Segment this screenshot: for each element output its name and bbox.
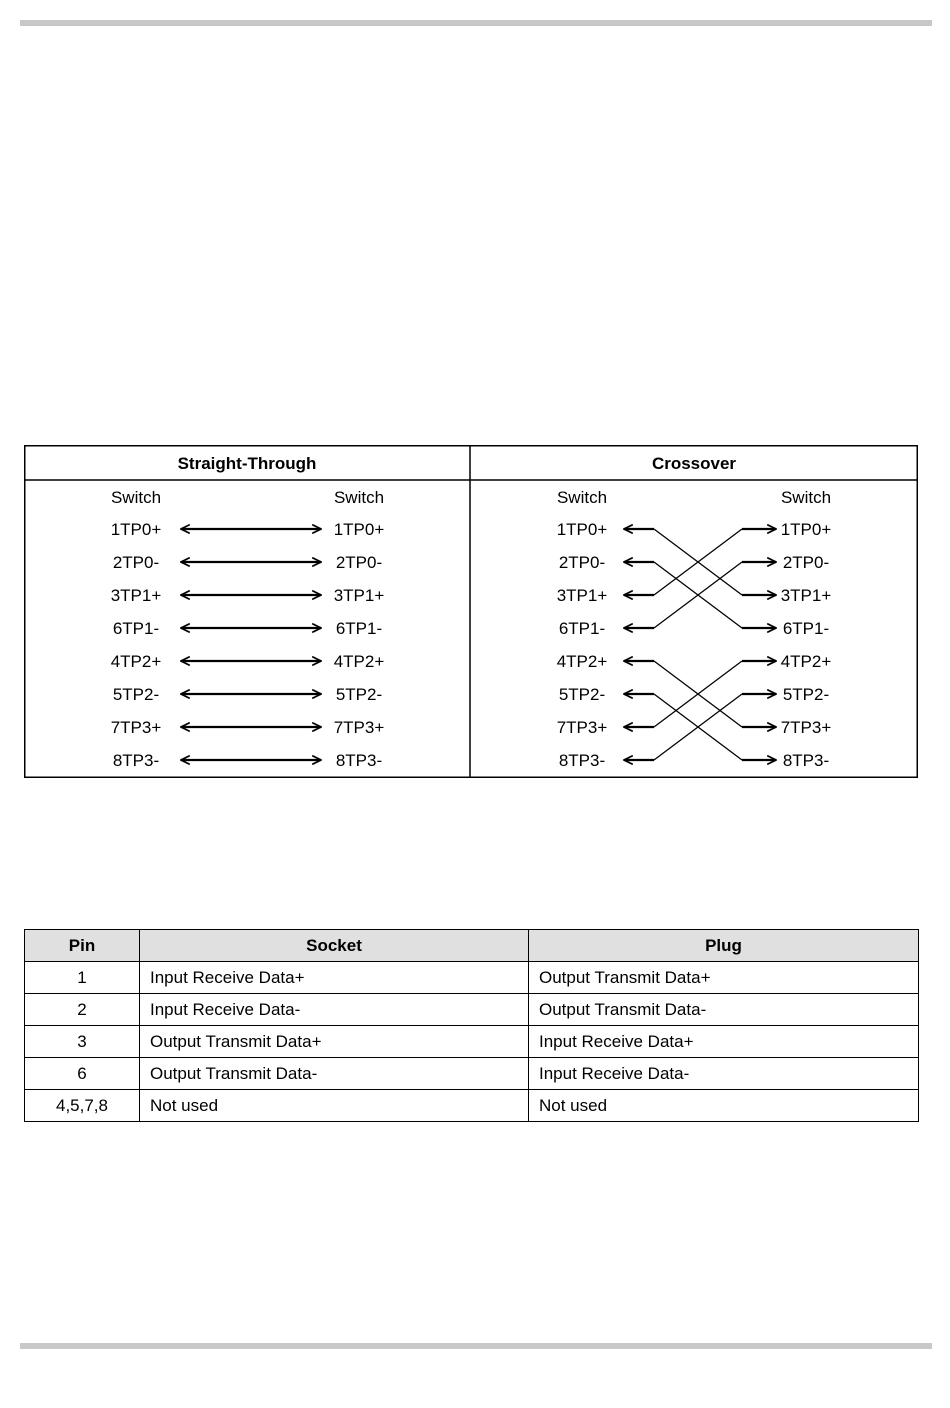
table-row — [25, 962, 919, 994]
socket-cell: Input Receive Data+ — [140, 962, 529, 994]
crossover-right-pin-label: 2TP0- — [782, 553, 830, 572]
plug-cell: Input Receive Data+ — [529, 1026, 919, 1058]
socket-cell: Output Transmit Data+ — [140, 1026, 529, 1058]
wiring-diagram — [24, 445, 918, 778]
straight-right-pin-label: 3TP1+ — [333, 586, 385, 605]
pin-cell: 2 — [25, 994, 140, 1026]
straight-left-pin-label: 1TP0+ — [110, 520, 162, 539]
straight-left-header: Switch — [110, 488, 162, 507]
table-header-row — [25, 930, 919, 962]
straight-left-pin-label: 7TP3+ — [110, 718, 162, 737]
header-plug: Plug — [529, 930, 919, 962]
straight-left-pin-label: 5TP2- — [112, 685, 160, 704]
crossover-right-header: Switch — [780, 488, 832, 507]
plug-cell: Output Transmit Data- — [529, 994, 919, 1026]
crossover-left-header: Switch — [556, 488, 608, 507]
crossover-right-pin-label: 7TP3+ — [780, 718, 832, 737]
pin-assignment-table — [24, 929, 919, 1122]
straight-right-pin-label: 4TP2+ — [333, 652, 385, 671]
straight-right-pin-label: 2TP0- — [335, 553, 383, 572]
straight-right-pin-label: 7TP3+ — [333, 718, 385, 737]
crossover-right-pin-label: 6TP1- — [782, 619, 830, 638]
crossover-left-pin-label: 4TP2+ — [556, 652, 608, 671]
crossover-left-pin-label: 6TP1- — [558, 619, 606, 638]
straight-left-pin-label: 6TP1- — [112, 619, 160, 638]
top-rule — [20, 20, 932, 26]
table-row — [25, 1090, 919, 1122]
crossover-left-pin-label: 1TP0+ — [556, 520, 608, 539]
crossover-left-pin-label: 3TP1+ — [556, 586, 608, 605]
crossover-right-pin-label: 5TP2- — [782, 685, 830, 704]
plug-cell: Input Receive Data- — [529, 1058, 919, 1090]
straight-right-pin-label: 1TP0+ — [333, 520, 385, 539]
straight-left-pin-label: 2TP0- — [112, 553, 160, 572]
straight-right-pin-label: 8TP3- — [335, 751, 383, 770]
pin-cell: 4,5,7,8 — [25, 1090, 140, 1122]
crossover-right-pin-label: 1TP0+ — [780, 520, 832, 539]
socket-cell: Not used — [140, 1090, 529, 1122]
pin-cell: 3 — [25, 1026, 140, 1058]
crossover-title: Crossover — [651, 454, 737, 473]
table-row — [25, 1026, 919, 1058]
crossover-right-pin-label: 8TP3- — [782, 751, 830, 770]
crossover-left-pin-label: 8TP3- — [558, 751, 606, 770]
straight-right-pin-label: 6TP1- — [335, 619, 383, 638]
straight-right-pin-label: 5TP2- — [335, 685, 383, 704]
pin-cell: 1 — [25, 962, 140, 994]
crossover-left-pin-label: 5TP2- — [558, 685, 606, 704]
socket-cell: Output Transmit Data- — [140, 1058, 529, 1090]
table-row — [25, 994, 919, 1026]
straight-through-title: Straight-Through — [177, 454, 317, 473]
plug-cell: Output Transmit Data+ — [529, 962, 919, 994]
straight-left-pin-label: 4TP2+ — [110, 652, 162, 671]
socket-cell: Input Receive Data- — [140, 994, 529, 1026]
pin-cell: 6 — [25, 1058, 140, 1090]
straight-left-pin-label: 3TP1+ — [110, 586, 162, 605]
header-socket: Socket — [140, 930, 529, 962]
crossover-left-pin-label: 7TP3+ — [556, 718, 608, 737]
crossover-right-pin-label: 3TP1+ — [780, 586, 832, 605]
crossover-right-pin-label: 4TP2+ — [780, 652, 832, 671]
header-pin: Pin — [25, 930, 140, 962]
crossover-left-pin-label: 2TP0- — [558, 553, 606, 572]
bottom-rule — [20, 1343, 932, 1349]
table-row — [25, 1058, 919, 1090]
straight-right-header: Switch — [333, 488, 385, 507]
straight-left-pin-label: 8TP3- — [112, 751, 160, 770]
plug-cell: Not used — [529, 1090, 919, 1122]
